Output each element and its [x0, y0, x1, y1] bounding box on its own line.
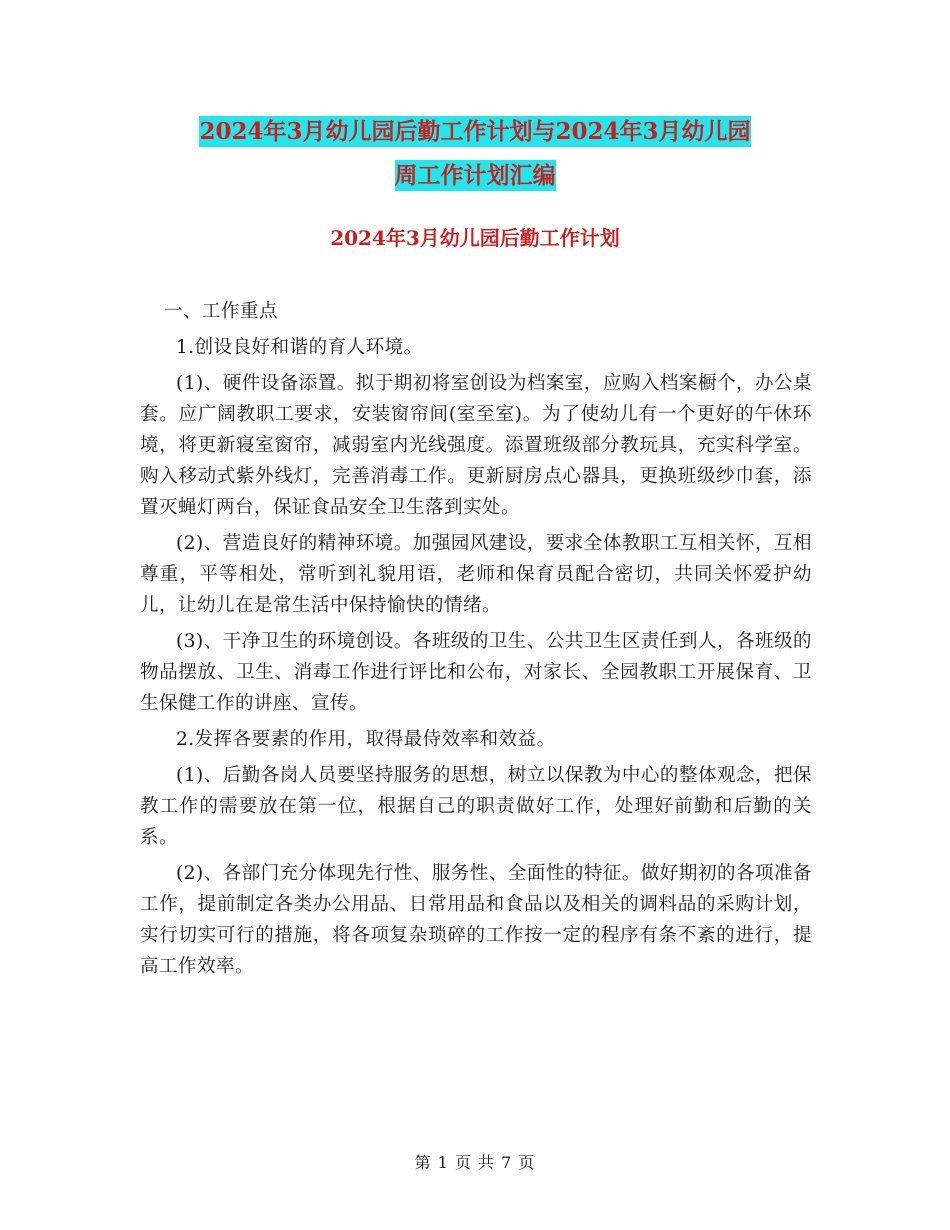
paragraph-service: (1)、后勤各岗人员要坚持服务的思想，树立以保教为中心的整体观念，把保教工作的需要放在第一位，根据自己的职责做好工作，处理好前勤和后勤的关系。 — [140, 765, 812, 848]
paragraph-hardware: (1)、硬件设备添置。拟于期初将室创设为档案室，应购入档案橱个，办公桌套。应广阔教职工要求，安装窗帘间(室至室)。为了使幼儿有一个更好的午休环境，将更新寝室窗帘，减弱室内光线强度。添置班级部分教玩具，充实科学室。购入移动式紫外线灯，完善消毒工作。更新厨房点心器具，更换班级纱巾套，添置灭蝇灯两台，保证食品安全卫生落到实处。 — [140, 373, 812, 518]
document-body — [140, 296, 812, 987]
paragraph-spirit: (2)、营造良好的精神环境。加强园风建设，要求全体教职工互相关怀，互相尊重，平等相处，常听到礼貌用语，老师和保育员配合密切，共同关怀爱护幼儿，让幼儿在是常生活中保持愉快的情绪。 — [140, 533, 812, 616]
section-title: 2024年3月幼儿园后勤工作计划 — [330, 226, 620, 250]
subheading-environment: 1.创设良好和谐的育人环境。 — [176, 337, 423, 358]
document-title-line2: 周工作计划汇编 — [394, 162, 556, 189]
document-title — [150, 110, 800, 198]
subheading-elements: 2.发挥各要素的作用，取得最侍效率和效益。 — [176, 729, 556, 750]
paragraph-hygiene: (3)、干净卫生的环境创设。各班级的卫生、公共卫生区责任到人，各班级的物品摆放、卫生、消毒工作进行评比和公布，对家长、全园教职工开展保育、卫生保健工作的讲座、宣传。 — [140, 631, 812, 714]
document-title-line1: 2024年3月幼儿园后勤工作计划与2024年3月幼儿园 — [199, 118, 751, 145]
paragraph-departments: (2)、各部门充分体现先行性、服务性、全面性的特征。做好期初的各项准备工作，提前制定各类办公用品、日常用品和食品以及相关的调料品的采购计划，实行切实可行的措施，将各项复杂琐碎的工作按一定的程序有条不紊的进行，提高工作效率。 — [140, 863, 812, 977]
heading-work-focus: 一、工作重点 — [164, 301, 279, 322]
page-footer: 第 1 页 共 7 页 — [414, 1153, 536, 1172]
